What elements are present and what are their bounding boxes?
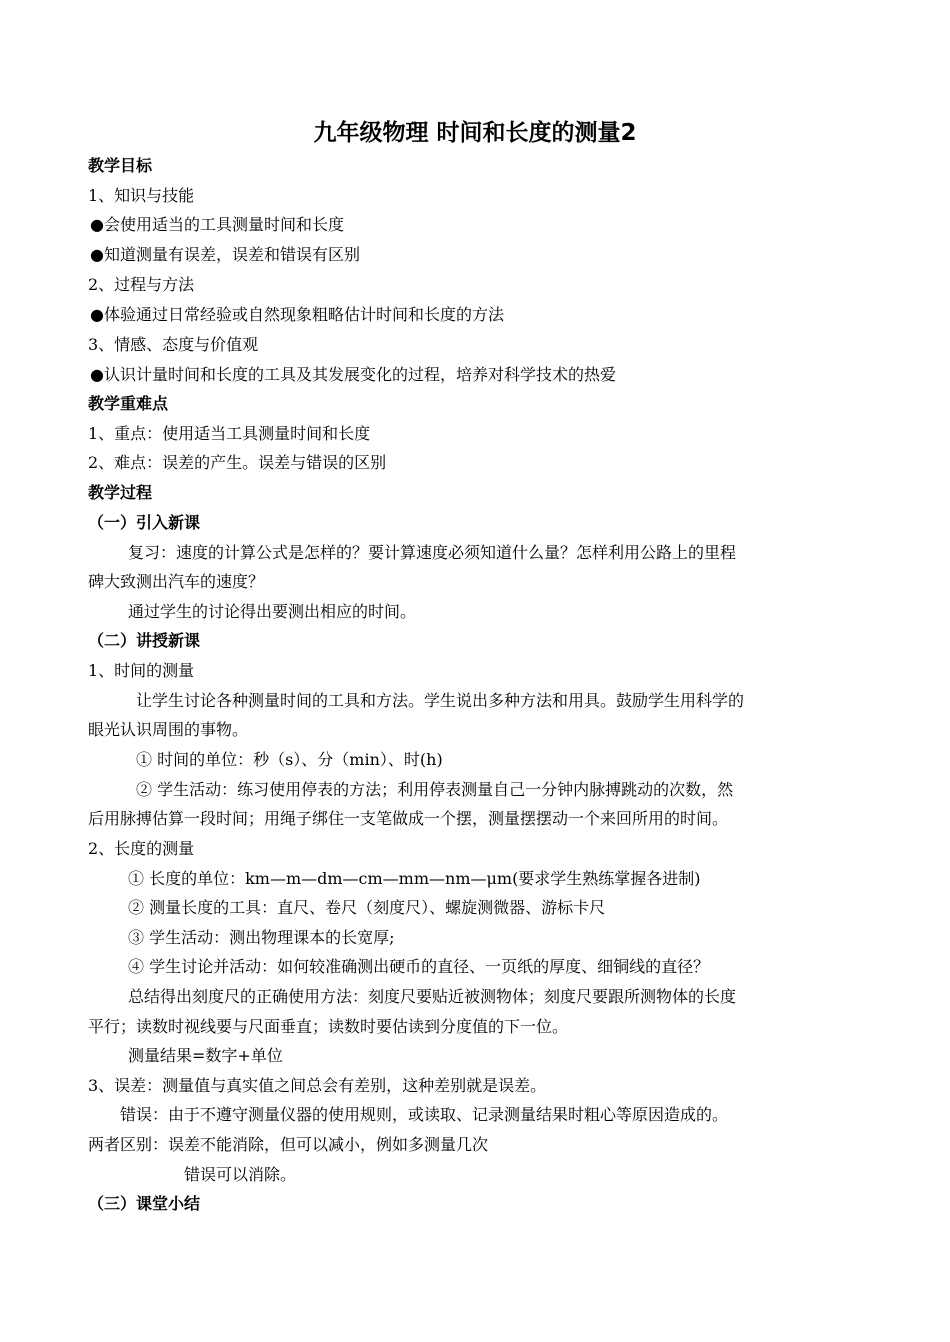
bullet-item: ●体验通过日常经验或自然现象粗略估计时间和长度的方法	[90, 305, 504, 324]
bullet-item: ●认识计量时间和长度的工具及其发展变化的过程，培养对科学技术的热爱	[90, 365, 616, 384]
section-heading-summary: （三）课堂小结	[88, 1194, 201, 1213]
paragraph-line: 眼光认识周围的事物。	[88, 720, 249, 739]
paragraph-line: 平行；读数时视线要与尺面垂直；读数时要估读到分度值的下一位。	[88, 1017, 569, 1036]
formula-line: 测量结果=数字+单位	[128, 1046, 283, 1065]
paragraph-line: 让学生讨论各种测量时间的工具和方法。学生说出多种方法和用具。鼓励学生用科学的	[136, 691, 745, 710]
numbered-item: ① 时间的单位：秒（s）、分（min）、时(h)	[136, 750, 443, 769]
numbered-item: ③ 学生活动：测出物理课本的长宽厚;	[128, 928, 395, 947]
paragraph-line: 2、难点：误差的产生。误差与错误的区别	[88, 453, 387, 472]
bullet-item: ●知道测量有误差，误差和错误有区别	[90, 245, 360, 264]
paragraph-line: 两者区别：误差不能消除，但可以减小，例如多测量几次	[88, 1135, 489, 1154]
subheading-time-measurement: 1、时间的测量	[88, 661, 195, 680]
paragraph-line: 错误：由于不遵守测量仪器的使用规则，或读取、记录测量结果时粗心等原因造成的。	[120, 1105, 729, 1124]
numbered-item: ② 测量长度的工具：直尺、卷尺（刻度尺）、螺旋测微器、游标卡尺	[128, 898, 606, 917]
heading-teaching-process: 教学过程	[88, 483, 153, 502]
page-title: 九年级物理 时间和长度的测量2	[313, 120, 637, 146]
paragraph-line: 错误可以消除。	[184, 1165, 297, 1184]
section-heading-new-lesson: （二）讲授新课	[88, 631, 201, 650]
section-heading-intro: （一）引入新课	[88, 513, 201, 532]
subheading-emotion-values: 3、情感、态度与价值观	[88, 335, 259, 354]
paragraph-line: 后用脉搏估算一段时间；用绳子绑住一支笔做成一个摆，测量摆摆动一个来回所用的时间。	[88, 809, 729, 828]
paragraph-line: 碑大致测出汽车的速度？	[88, 572, 265, 591]
numbered-item: ① 长度的单位：km—m—dm—cm—mm—nm—μm(要求学生熟练掌握各进制)	[128, 869, 701, 888]
subheading-error: 3、误差：测量值与真实值之间总会有差别，这种差别就是误差。	[88, 1076, 547, 1095]
paragraph-line: 复习：速度的计算公式是怎样的？要计算速度必须知道什么量？怎样利用公路上的里程	[128, 543, 737, 562]
paragraph-line: 1、重点：使用适当工具测量时间和长度	[88, 424, 371, 443]
bullet-item: ●会使用适当的工具测量时间和长度	[90, 215, 344, 234]
numbered-item: ② 学生活动：练习使用停表的方法；利用停表测量自己一分钟内脉搏跳动的次数，然	[136, 780, 734, 799]
paragraph-line: 通过学生的讨论得出要测出相应的时间。	[128, 602, 417, 621]
numbered-item: ④ 学生讨论并活动：如何较准确测出硬币的直径、一页纸的厚度、细铜线的直径？	[128, 957, 710, 976]
subheading-knowledge-skills: 1、知识与技能	[88, 186, 195, 205]
subheading-process-methods: 2、过程与方法	[88, 275, 195, 294]
heading-teaching-goals: 教学目标	[88, 156, 153, 175]
subheading-length-measurement: 2、长度的测量	[88, 839, 195, 858]
paragraph-line: 总结得出刻度尺的正确使用方法：刻度尺要贴近被测物体；刻度尺要跟所测物体的长度	[128, 987, 737, 1006]
heading-key-difficult-points: 教学重难点	[88, 394, 169, 413]
